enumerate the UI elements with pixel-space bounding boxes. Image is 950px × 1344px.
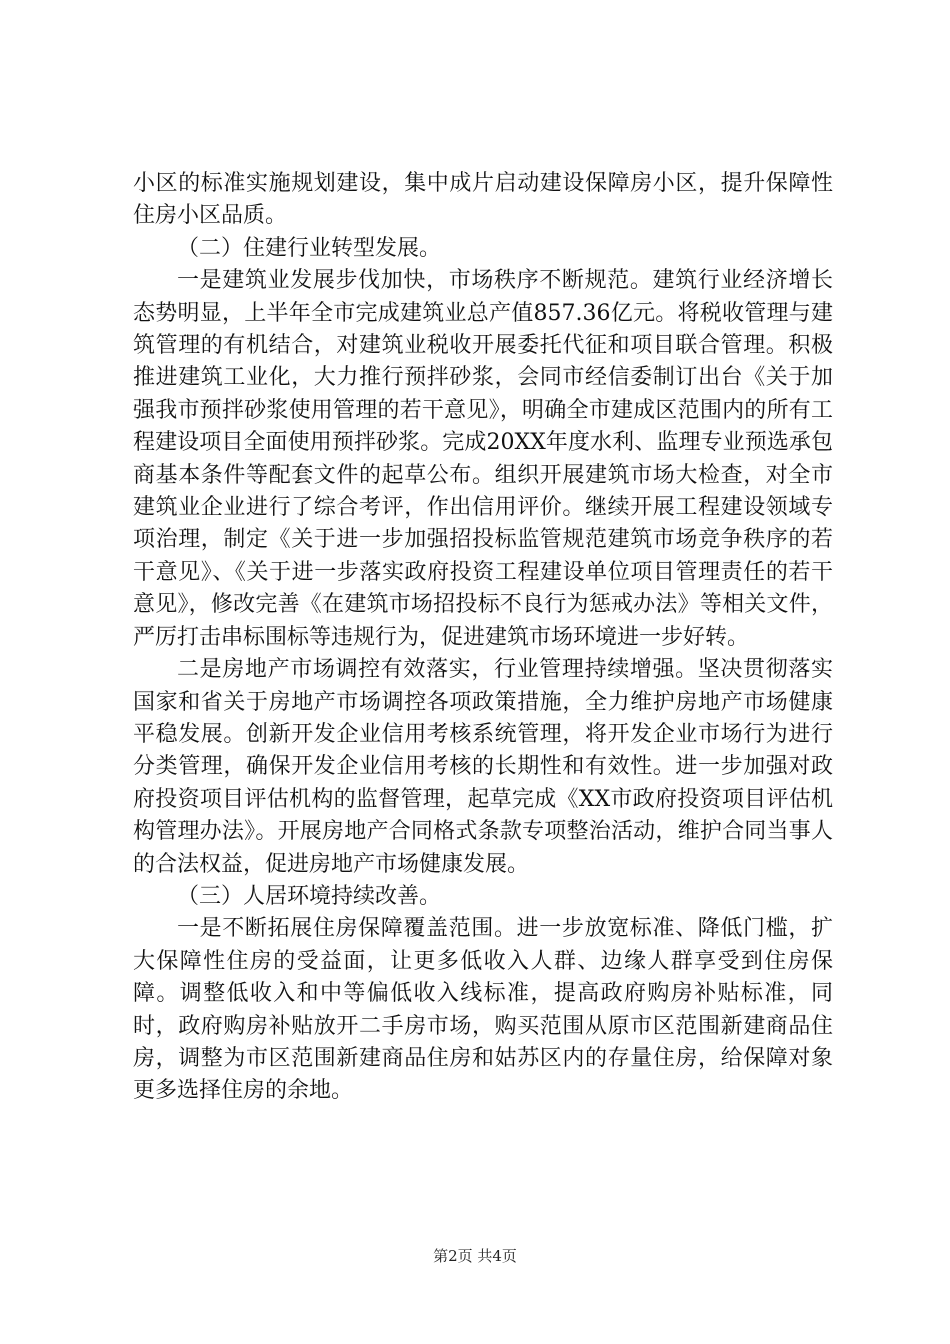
paragraph-continuation: 小区的标准实施规划建设，集中成片启动建设保障房小区，提升保障性住房小区品质。 [133, 171, 833, 229]
section-heading-3: （三）人居环境持续改善。 [177, 883, 442, 909]
document-body [133, 168, 833, 1108]
paragraph-real-estate: 二是房地产市场调控有效落实，行业管理持续增强。坚决贯彻落实国家和省关于房地产市场调控各项政策措施，全力维护房地产市场健康平稳发展。创新开发企业信用考核系统管理，将开发企业市场行为进行分类管理，确保开发企业信用考核的长期性和有效性。进一步加强对政府投资项目评估机构的监督管理，起草完成《XX市政府投资项目评估机构管理办法》。开展房地产合同格式条款专项整治活动，维护合同当事人的合法权益，促进房地产市场健康发展。 [133, 657, 833, 877]
paragraph-housing-security: 一是不断拓展住房保障覆盖范围。进一步放宽标准、降低门槛，扩大保障性住房的受益面，让更多低收入人群、边缘人群享受到住房保障。调整低收入和中等偏低收入线标准，提高政府购房补贴标准，同时，政府购房补贴放开二手房市场，购买范围从原市区范围新建商品住房，调整为市区范围新建商品住房和姑苏区内的存量住房，给保障对象更多选择住房的余地。 [133, 916, 833, 1104]
section-heading-2: （二）住建行业转型发展。 [177, 235, 442, 261]
page-number-footer: 第2页 共4页 [433, 1247, 517, 1265]
paragraph-construction-industry: 一是建筑业发展步伐加快，市场秩序不断规范。建筑行业经济增长态势明显，上半年全市完成建筑业总产值857.36亿元。将税收管理与建筑管理的有机结合，对建筑业税收开展委托代征和项目联合管理。积极推进建筑工业化，大力推行预拌砂浆，会同市经信委制订出台《关于加强我市预拌砂浆使用管理的若干意见》，明确全市建成区范围内的所有工程建设项目全面使用预拌砂浆。完成20XX年度水利、监理专业预选承包商基本条件等配套文件的起草公布。组织开展建筑市场大检查，对全市建筑业企业进行了综合考评，作出信用评价。继续开展工程建设领域专项治理，制定《关于进一步加强招投标监管规范建筑市场竞争秩序的若干意见》、《关于进一步落实政府投资工程建设单位项目管理责任的若干意见》，修改完善《在建筑市场招投标不良行为惩戒办法》等相关文件，严厉打击串标围标等违规行为，促进建筑市场环境进一步好转。 [133, 268, 833, 650]
